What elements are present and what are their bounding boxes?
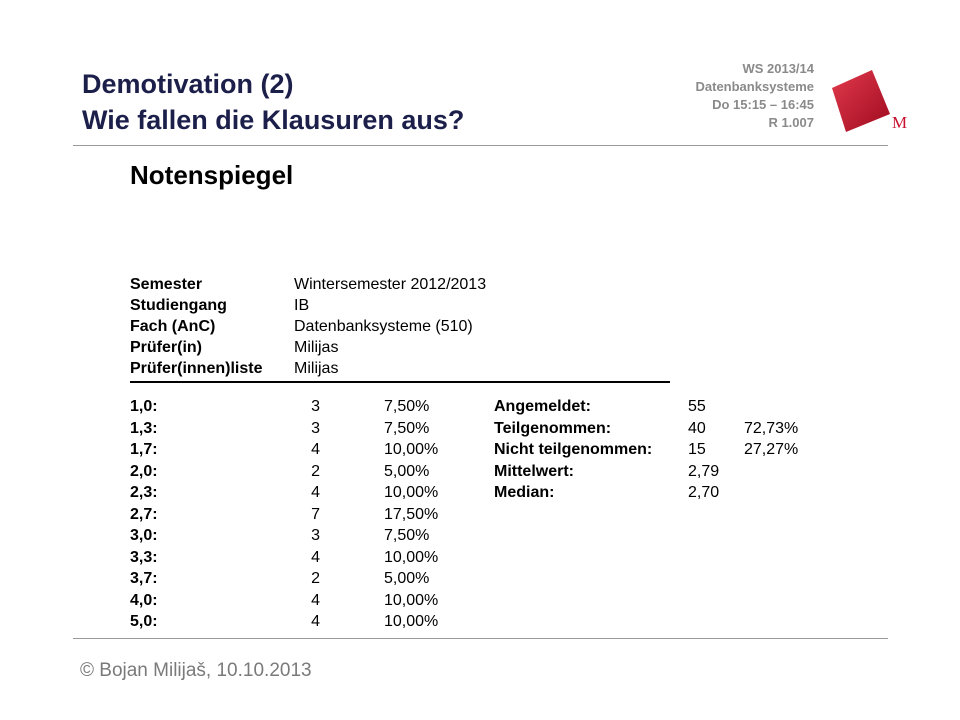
grade-cell: 2,0: xyxy=(130,462,158,480)
stat-value: 15 xyxy=(688,441,706,458)
slide-title xyxy=(82,66,464,138)
grade-cell: 2,7: xyxy=(130,505,158,523)
info-key: Prüfer(innen)liste xyxy=(130,360,263,377)
info-divider xyxy=(130,381,670,383)
info-value: Milijas xyxy=(294,360,339,377)
university-logo-icon xyxy=(824,66,914,136)
course-room: R 1.007 xyxy=(768,115,814,130)
percent-cell: 10,00% xyxy=(384,484,439,501)
grade-report xyxy=(130,158,830,633)
title-line-1: Demotivation (2) xyxy=(82,69,294,99)
percent-cell: 10,00% xyxy=(384,591,439,609)
percent-cell: 5,00% xyxy=(384,570,430,587)
count-cell: 7 xyxy=(311,505,320,523)
grade-cell: 3,7: xyxy=(130,570,158,587)
info-value: IB xyxy=(294,297,310,314)
grade-cell: 3,3: xyxy=(130,548,158,566)
stat-label: Median: xyxy=(494,484,555,501)
stat-value: 55 xyxy=(688,398,706,415)
info-value: Milijas xyxy=(294,339,339,356)
count-cell: 2 xyxy=(311,462,320,480)
grade-cell: 3,0: xyxy=(130,527,158,544)
count-cell: 4 xyxy=(311,613,320,630)
course-info xyxy=(696,60,815,132)
title-line-2: Wie fallen die Klausuren aus? xyxy=(82,105,465,135)
stat-label: Teilgenommen: xyxy=(494,419,612,437)
stat-value: 2,79 xyxy=(688,462,720,480)
footer-divider xyxy=(73,638,888,639)
percent-cell: 10,00% xyxy=(384,613,439,630)
course-name: Datenbanksysteme xyxy=(695,79,814,94)
stat-label: Angemeldet: xyxy=(494,398,591,415)
logo-letter: M xyxy=(892,113,908,132)
percent-cell: 7,50% xyxy=(384,527,430,544)
grade-cell: 4,0: xyxy=(130,591,158,609)
percent-cell: 17,50% xyxy=(384,505,439,523)
info-value: Datenbanksysteme (510) xyxy=(294,318,473,335)
info-key: Semester xyxy=(130,276,203,293)
percent-cell: 7,50% xyxy=(384,398,430,415)
copyright-footer: © Bojan Milijaš, 10.10.2013 xyxy=(80,660,312,681)
percent-cell: 10,00% xyxy=(384,441,439,458)
report-heading: Notenspiegel xyxy=(130,160,294,190)
grade-cell: 1,3: xyxy=(130,419,158,437)
header-divider xyxy=(73,145,888,146)
grade-cell: 1,0: xyxy=(130,398,158,415)
info-key: Prüfer(in) xyxy=(130,339,202,356)
grade-cell: 5,0: xyxy=(130,613,158,630)
info-key: Fach (AnC) xyxy=(130,318,216,335)
count-cell: 4 xyxy=(311,484,320,501)
stat-value: 40 xyxy=(688,419,706,437)
stat-value: 2,70 xyxy=(688,484,720,501)
info-key: Studiengang xyxy=(130,297,227,314)
count-cell: 4 xyxy=(311,548,320,566)
count-cell: 4 xyxy=(311,591,320,609)
percent-cell: 5,00% xyxy=(384,462,430,480)
grade-cell: 2,3: xyxy=(130,484,158,501)
percent-cell: 10,00% xyxy=(384,548,439,566)
course-semester: WS 2013/14 xyxy=(742,61,814,76)
info-value: Wintersemester 2012/2013 xyxy=(294,276,487,293)
stat-percent: 27,27% xyxy=(744,441,799,458)
count-cell: 3 xyxy=(311,419,320,437)
grade-cell: 1,7: xyxy=(130,441,158,458)
count-cell: 3 xyxy=(311,527,320,544)
count-cell: 3 xyxy=(311,398,320,415)
stat-label: Nicht teilgenommen: xyxy=(494,441,653,458)
percent-cell: 7,50% xyxy=(384,419,430,437)
stat-label: Mittelwert: xyxy=(494,462,574,480)
count-cell: 2 xyxy=(311,570,320,587)
stat-percent: 72,73% xyxy=(744,419,799,437)
count-cell: 4 xyxy=(311,441,320,458)
course-time: Do 15:15 – 16:45 xyxy=(712,97,814,112)
